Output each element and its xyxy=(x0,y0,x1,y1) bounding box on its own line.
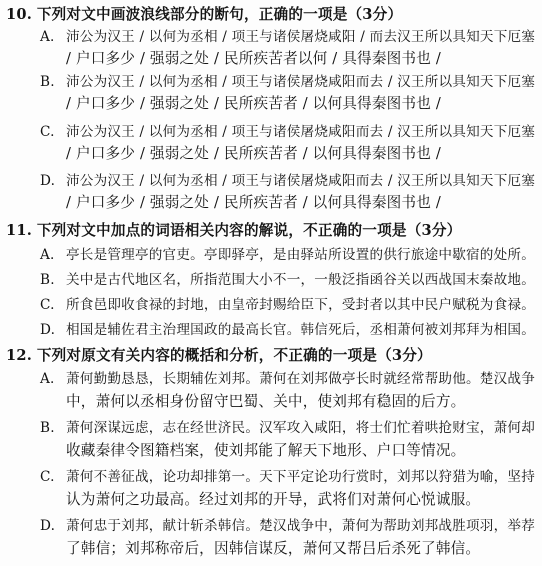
question-stem: 下列对原文有关内容的概括和分析，不正确的一项是（3分） xyxy=(36,347,432,364)
option-text: 沛公为汉王 / 以何为丞相 / 项王与诸侯屠烧咸阳而去 / 汉王所以具知天下厄塞 xyxy=(66,124,536,140)
option-text: 沛公为汉王 / 以何为丞相 / 项王与诸侯屠烧咸阳而去 / 汉王所以具知天下厄塞 xyxy=(66,74,536,90)
option-12-c[interactable] xyxy=(40,467,535,487)
option-11-b[interactable] xyxy=(40,270,535,290)
option-text: 认为萧何之功最高。经过刘邦的开导，武将们对萧何心悦诚服。 xyxy=(66,491,481,508)
option-text: 中，萧何以丞相身份留守巴蜀、关中，使刘邦有稳固的后方。 xyxy=(66,393,466,410)
option-12-b-cont xyxy=(66,441,465,461)
question-number: 12. xyxy=(6,347,32,364)
option-label: A. xyxy=(40,29,55,45)
question-number: 10. xyxy=(6,6,32,23)
option-label: D. xyxy=(40,322,56,338)
option-11-a[interactable] xyxy=(40,245,535,265)
option-text: 关中是古代地区名，所指范围大小不一，一般泛指函谷关以西战国末秦故地。 xyxy=(66,272,535,288)
question-number: 11. xyxy=(6,222,32,239)
question-10-header xyxy=(6,5,402,25)
option-label: B. xyxy=(40,74,55,90)
option-label: C. xyxy=(40,469,55,485)
option-label: B. xyxy=(40,272,55,288)
option-text: / 户口多少 / 强弱之处 / 民所疾苦者 / 以何具得秦图书也 / xyxy=(66,145,441,162)
question-11-header xyxy=(6,221,461,241)
option-11-d[interactable] xyxy=(40,320,535,340)
option-text: 沛公为汉王 / 以何为丞相 / 项王与诸侯屠烧咸阳而去 / 汉王所以具知天下厄塞 xyxy=(66,173,536,189)
option-12-b[interactable] xyxy=(40,418,535,438)
option-10-c[interactable] xyxy=(40,122,535,142)
option-11-c[interactable] xyxy=(40,295,535,315)
option-10-c-cont xyxy=(66,144,441,164)
option-label: C. xyxy=(40,297,55,313)
option-label: D. xyxy=(40,518,56,534)
option-text: / 户口多少 / 强弱之处 / 民所疾苦者 / 以何具得秦图书也 / xyxy=(66,194,441,211)
option-12-a-cont xyxy=(66,392,465,412)
option-10-a-cont xyxy=(66,49,441,69)
option-text: 萧何勤勤恳恳，长期辅佐刘邦。萧何在刘邦做亭长时就经常帮助他。楚汉战争 xyxy=(66,371,535,387)
question-12-header xyxy=(6,346,432,366)
option-text: 亭长是管理亭的官吏。亭即驿亭，是由驿站所设置的供行旅途中歇宿的处所。 xyxy=(66,247,535,263)
option-10-b[interactable] xyxy=(40,72,535,92)
option-12-d[interactable] xyxy=(40,516,535,536)
question-stem: 下列对文中画波浪线部分的断句，正确的一项是（3分） xyxy=(36,6,403,23)
question-stem: 下列对文中加点的词语相关内容的解说，不正确的一项是（3分） xyxy=(36,222,462,239)
option-label: D. xyxy=(40,173,56,189)
option-label: A. xyxy=(40,247,55,263)
option-10-d[interactable] xyxy=(40,171,535,191)
option-text: / 户口多少 / 强弱之处 / 民所疾苦者以何 / 具得秦图书也 / xyxy=(66,50,441,67)
option-10-a[interactable] xyxy=(40,27,535,47)
option-label: B. xyxy=(40,420,55,436)
option-text: 沛公为汉王 / 以何为丞相 / 项王与诸侯屠烧咸阳 / 而去汉王所以具知天下厄塞 xyxy=(66,29,536,45)
option-12-a[interactable] xyxy=(40,369,535,389)
option-label: C. xyxy=(40,124,55,140)
option-text: 所食邑即收食禄的封地，由皇帝封赐给臣下，受封者以其中民户赋税为食禄。 xyxy=(66,297,535,313)
option-text: 萧何不善征战，论功却排第一。天下平定论功行赏时，刘邦以狩猎为喻，坚持 xyxy=(66,469,535,485)
option-10-d-cont xyxy=(66,193,441,213)
option-12-d-cont xyxy=(66,539,480,559)
option-text: / 户口多少 / 强弱之处 / 民所疾苦者 / 以何具得秦图书也 / xyxy=(66,95,441,112)
option-text: 相国是辅佐君主治理国政的最高长官。韩信死后，丞相萧何被刘邦拜为相国。 xyxy=(66,322,535,338)
option-text: 了韩信；刘邦称帝后，因韩信谋反，萧何又帮吕后杀死了韩信。 xyxy=(66,540,481,557)
option-text: 收藏秦律令图籍档案，使刘邦能了解天下地形、户口等情况。 xyxy=(66,442,466,459)
option-text: 萧何忠于刘邦，献计斩杀韩信。楚汉战争中，萧何为帮助刘邦战胜项羽，举荐 xyxy=(66,518,535,534)
option-text: 萧何深谋远虑，志在经世济民。汉军攻入咸阳，将士们忙着哄抢财宝，萧何却 xyxy=(66,420,535,436)
option-label: A. xyxy=(40,371,55,387)
option-10-b-cont xyxy=(66,94,441,114)
option-12-c-cont xyxy=(66,490,480,510)
